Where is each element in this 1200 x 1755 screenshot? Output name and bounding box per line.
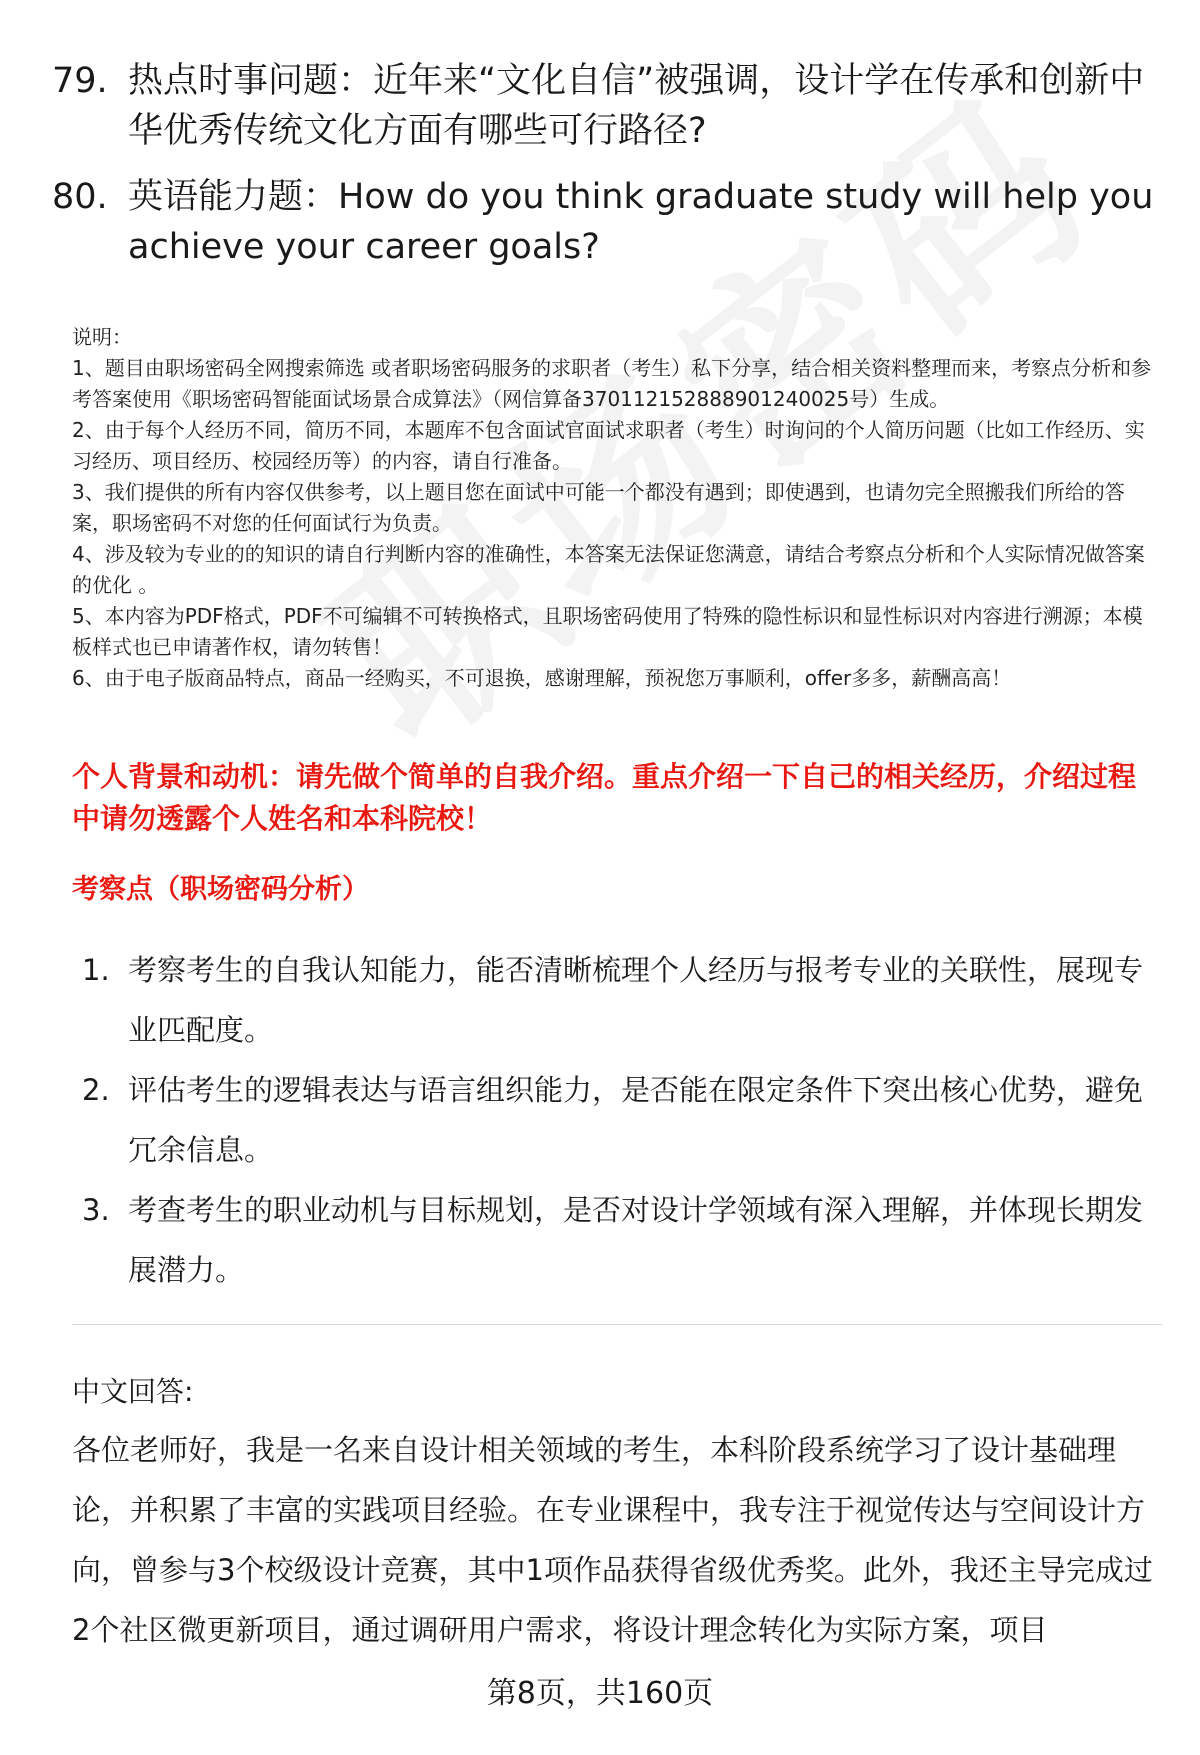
question-79: [52, 56, 1162, 156]
assessment-point: [82, 1060, 1162, 1180]
assessment-point: [82, 940, 1162, 1060]
note-item: 4、涉及较为专业的的知识的请自行判断内容的准确性，本答案无法保证您满意，请结合考察点分析和个人实际情况做答案的优化 。: [72, 542, 1145, 597]
page-number: 第8页，共160页: [486, 1676, 714, 1711]
notes-title: 说明：: [72, 325, 132, 349]
question-text: 热点时事问题：近年来“文化自信”被强调，设计学在传承和创新中华优秀传统文化方面有哪些可行路径?: [128, 61, 1145, 151]
section-subtitle: 考察点（职场密码分析）: [72, 874, 369, 905]
assessment-points: [82, 940, 1162, 1300]
question-number: 79.: [52, 61, 108, 101]
note-item: 3、我们提供的所有内容仅供参考，以上题目您在面试中可能一个都没有遇到；即使遇到，也请勿完全照搬我们所给的答案，职场密码不对您的任何面试行为负责。: [72, 480, 1125, 535]
note-item: 6、由于电子版商品特点，商品一经购买，不可退换，感谢理解，预祝您万事顺利，offer多多，薪酬高高！: [72, 666, 1012, 690]
question-number: 80.: [52, 177, 108, 217]
point-number: 2.: [82, 1073, 110, 1107]
point-text: 考察考生的自我认知能力，能否清晰梳理个人经历与报考专业的关联性，展现专业匹配度。: [128, 953, 1144, 1047]
question-text: 英语能力题：How do you think graduate study will help you achieve your career goals?: [128, 177, 1154, 267]
point-text: 评估考生的逻辑表达与语言组织能力，是否能在限定条件下突出核心优势，避免冗余信息。: [128, 1073, 1144, 1167]
assessment-point: [82, 1180, 1162, 1300]
note-item: 5、本内容为PDF格式，PDF不可编辑不可转换格式，且职场密码使用了特殊的隐性标识和显性标识对内容进行溯源；本模板样式也已申请著作权，请勿转售！: [72, 604, 1143, 659]
divider: [72, 1324, 1162, 1325]
answer-label: 中文回答:: [72, 1375, 194, 1408]
notes-block: [72, 322, 1162, 694]
question-80: [52, 172, 1162, 272]
note-item: 1、题目由职场密码全网搜索筛选 或者职场密码服务的求职者（考生）私下分享，结合相关资料整理而来，考察点分析和参考答案使用《职场密码智能面试场景合成算法》（网信算备370112152888901240025号）生成。: [72, 356, 1152, 411]
section-title: 个人背景和动机：请先做个简单的自我介绍。重点介绍一下自己的相关经历，介绍过程中请勿透露个人姓名和本科院校！: [72, 760, 1137, 835]
answer-body: 各位老师好，我是一名来自设计相关领域的考生，本科阶段系统学习了设计基础理论，并积累了丰富的实践项目经验。在专业课程中，我专注于视觉传达与空间设计方向，曾参与3个校级设计竞赛，其中1项作品获得省级优秀奖。此外，我还主导完成过2个社区微更新项目，通过调研用户需求，将设计理念转化为实际方案，项目: [72, 1433, 1153, 1647]
point-number: 3.: [82, 1193, 110, 1227]
note-item: 2、由于每个人经历不同，简历不同，本题库不包含面试官面试求职者（考生）时询问的个人简历问题（比如工作经历、实习经历、项目经历、校园经历等）的内容，请自行准备。: [72, 418, 1145, 473]
point-number: 1.: [82, 953, 110, 987]
point-text: 考查考生的职业动机与目标规划，是否对设计学领域有深入理解，并体现长期发展潜力。: [128, 1193, 1144, 1287]
